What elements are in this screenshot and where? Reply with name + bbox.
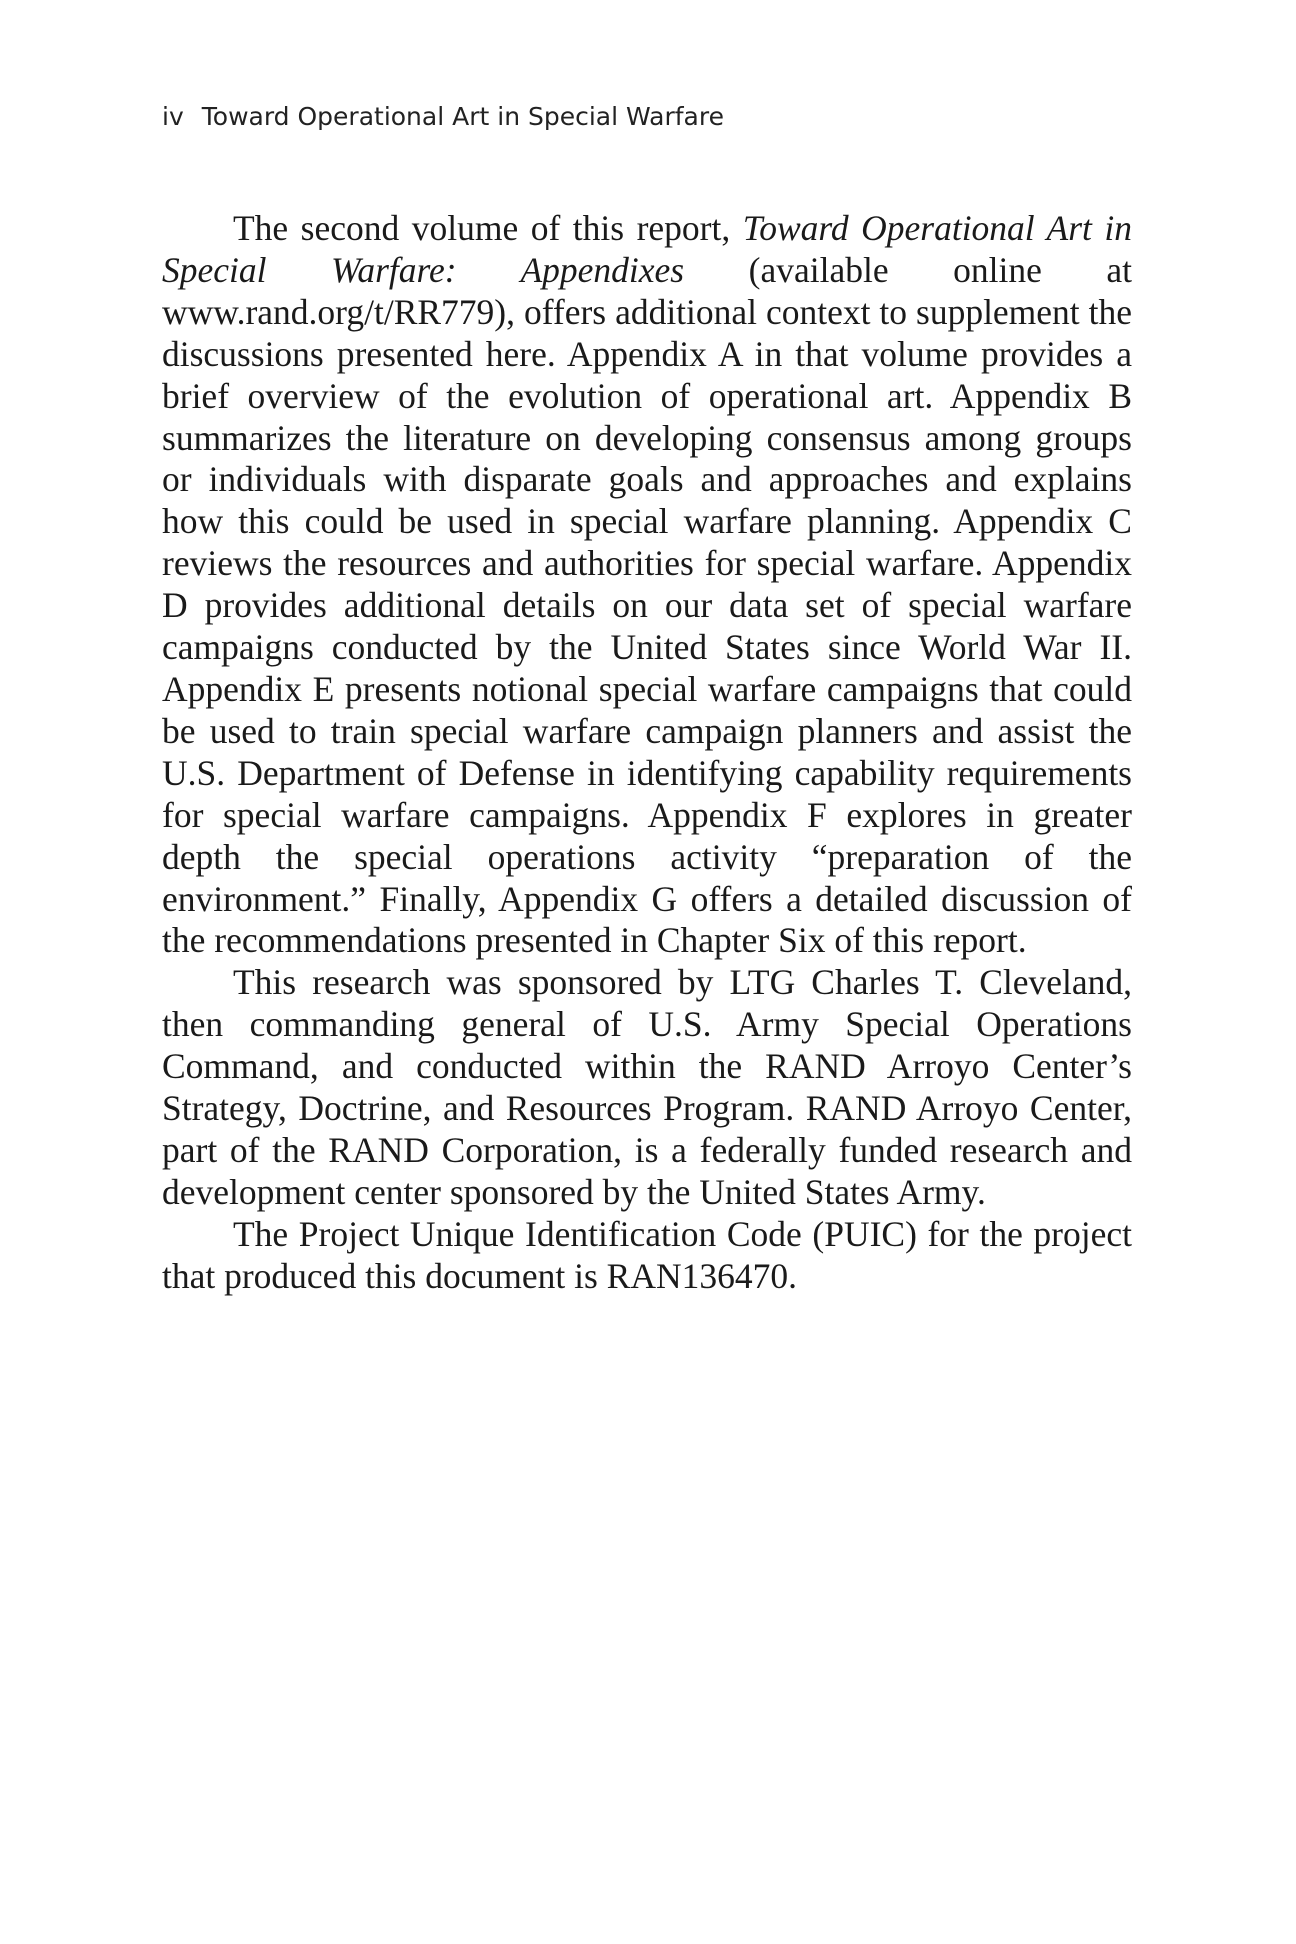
body-text <box>162 208 1132 1298</box>
running-head <box>162 100 724 134</box>
paragraph-lead: The second volume of this report, <box>233 208 743 248</box>
paragraph-puic: The Project Unique Identification Code (PUIC) for the project that produced this document is RAN136470. <box>162 1213 1132 1296</box>
running-head-title: Toward Operational Art in Special Warfare <box>201 102 724 131</box>
page-number: iv <box>162 102 184 131</box>
appendixes-volume-title: Toward Operational Art in Special Warfare: Appendixes <box>162 208 1132 290</box>
paragraph-volume-two <box>162 208 1132 962</box>
paragraph-rest: (available online at www.rand.org/t/RR779), offers additional context to supplement the discussions presented here. Appendix A in that volume provides a brief overview of the evolution of operational art. Appendix B summarizes the literature on developing consensus among groups or individuals with disparate goals and approaches and explains how this could be used in special warfare planning. Appendix C reviews the resources and authorities for special warfare. Appendix D provides additional details on our data set of special warfare campaigns conducted by the United States since World War II. Appendix E presents notional special warfare campaigns that could be used to train special warfare campaign planners and assist the U.S. Department of Defense in identifying capability requirements for special warfare campaigns. Appendix F explores in greater depth the special operations activity “preparation of the environment.” Finally, Appendix G offers a detailed discussion of the recommendations presented in Chapter Six of this report. <box>162 249 1132 961</box>
paragraph-sponsorship: This research was sponsored by LTG Charles T. Cleveland, then commanding general of U.S. Army Special Operations Command, and conducted within the RAND Arroyo Center’s Strategy, Doctrine, and Resources Program. RAND Arroyo Center, part of the RAND Corporation, is a federally funded research and development center sponsored by the United States Army. <box>162 962 1132 1212</box>
